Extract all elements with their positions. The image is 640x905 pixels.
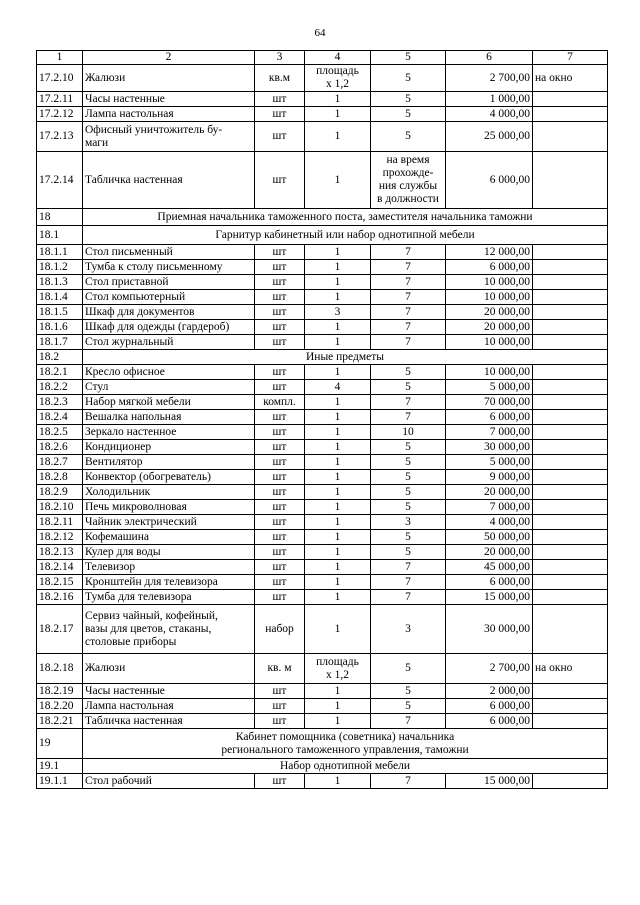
item-name: Стул bbox=[83, 380, 255, 395]
price: 1 000,00 bbox=[446, 92, 533, 107]
item-name: Тумба для телевизора bbox=[83, 590, 255, 605]
row-number: 18.2.18 bbox=[37, 654, 83, 684]
price: 9 000,00 bbox=[446, 470, 533, 485]
equipment-norms-table bbox=[36, 50, 608, 789]
table-row bbox=[37, 335, 608, 350]
row-number: 18.2.15 bbox=[37, 575, 83, 590]
item-name: Стол приставной bbox=[83, 275, 255, 290]
price: 2 700,00 bbox=[446, 65, 533, 92]
table-row bbox=[37, 590, 608, 605]
note bbox=[533, 684, 608, 699]
row-number: 18.2.14 bbox=[37, 560, 83, 575]
unit: шт bbox=[255, 455, 305, 470]
item-name: Вешалка напольная bbox=[83, 410, 255, 425]
service-years: 7 bbox=[371, 410, 446, 425]
row-number: 17.2.14 bbox=[37, 152, 83, 209]
header-cell: 2 bbox=[83, 51, 255, 65]
unit: шт bbox=[255, 545, 305, 560]
table-row bbox=[37, 320, 608, 335]
item-name: Стол компьютерный bbox=[83, 290, 255, 305]
section-title: Гарнитур кабинетный или набор однотипной мебели bbox=[83, 226, 608, 245]
service-years: 5 bbox=[371, 380, 446, 395]
table-row bbox=[37, 365, 608, 380]
item-name: Кондиционер bbox=[83, 440, 255, 455]
quantity: 1 bbox=[305, 470, 371, 485]
row-number: 17.2.10 bbox=[37, 65, 83, 92]
unit: шт bbox=[255, 699, 305, 714]
unit: шт bbox=[255, 774, 305, 789]
item-name: Кронштейн для телевизора bbox=[83, 575, 255, 590]
unit: шт bbox=[255, 260, 305, 275]
quantity: 1 bbox=[305, 714, 371, 729]
price: 30 000,00 bbox=[446, 440, 533, 455]
quantity: 1 bbox=[305, 699, 371, 714]
item-name: Табличка настенная bbox=[83, 714, 255, 729]
unit: набор bbox=[255, 605, 305, 654]
unit: шт bbox=[255, 380, 305, 395]
quantity: 1 bbox=[305, 684, 371, 699]
section-number: 19.1 bbox=[37, 759, 83, 774]
table-row bbox=[37, 65, 608, 92]
note: на окно bbox=[533, 65, 608, 92]
item-name: Телевизор bbox=[83, 560, 255, 575]
table-row bbox=[37, 774, 608, 789]
note bbox=[533, 290, 608, 305]
section-number: 18.2 bbox=[37, 350, 83, 365]
note bbox=[533, 410, 608, 425]
unit: шт bbox=[255, 485, 305, 500]
row-number: 18.2.6 bbox=[37, 440, 83, 455]
item-name: Часы настенные bbox=[83, 92, 255, 107]
quantity: 1 bbox=[305, 530, 371, 545]
note bbox=[533, 714, 608, 729]
row-number: 18.2.21 bbox=[37, 714, 83, 729]
item-name: Конвектор (обогреватель) bbox=[83, 470, 255, 485]
table-row bbox=[37, 305, 608, 320]
price: 2 000,00 bbox=[446, 684, 533, 699]
table-row bbox=[37, 470, 608, 485]
note bbox=[533, 699, 608, 714]
unit: шт bbox=[255, 684, 305, 699]
price: 45 000,00 bbox=[446, 560, 533, 575]
quantity: 1 bbox=[305, 290, 371, 305]
row-number: 18.2.5 bbox=[37, 425, 83, 440]
note bbox=[533, 107, 608, 122]
row-number: 18.2.16 bbox=[37, 590, 83, 605]
table-row bbox=[37, 425, 608, 440]
row-number: 17.2.13 bbox=[37, 122, 83, 152]
table-row bbox=[37, 605, 608, 654]
row-number: 18.2.13 bbox=[37, 545, 83, 560]
table-row bbox=[37, 107, 608, 122]
note bbox=[533, 530, 608, 545]
table-row bbox=[37, 275, 608, 290]
quantity: 1 bbox=[305, 245, 371, 260]
price: 25 000,00 bbox=[446, 122, 533, 152]
service-years: 7 bbox=[371, 275, 446, 290]
header-cell: 6 bbox=[446, 51, 533, 65]
section-title: Иные предметы bbox=[83, 350, 608, 365]
price: 20 000,00 bbox=[446, 320, 533, 335]
unit: шт bbox=[255, 714, 305, 729]
row-number: 18.2.12 bbox=[37, 530, 83, 545]
service-years: 7 bbox=[371, 245, 446, 260]
unit: шт bbox=[255, 410, 305, 425]
item-name: Тумба к столу письменному bbox=[83, 260, 255, 275]
service-years: 5 bbox=[371, 122, 446, 152]
table-row bbox=[37, 485, 608, 500]
service-years: 7 bbox=[371, 395, 446, 410]
table-row bbox=[37, 290, 608, 305]
note bbox=[533, 335, 608, 350]
note bbox=[533, 500, 608, 515]
quantity: 1 bbox=[305, 410, 371, 425]
service-years: 5 bbox=[371, 470, 446, 485]
unit: шт bbox=[255, 290, 305, 305]
note bbox=[533, 485, 608, 500]
service-years: 3 bbox=[371, 515, 446, 530]
quantity: 4 bbox=[305, 380, 371, 395]
unit: шт bbox=[255, 275, 305, 290]
price: 7 000,00 bbox=[446, 425, 533, 440]
section-row bbox=[37, 729, 608, 759]
item-name: Кулер для воды bbox=[83, 545, 255, 560]
note bbox=[533, 605, 608, 654]
price: 6 000,00 bbox=[446, 575, 533, 590]
unit: кв.м bbox=[255, 65, 305, 92]
table-row bbox=[37, 440, 608, 455]
unit: шт bbox=[255, 575, 305, 590]
item-name: Шкаф для документов bbox=[83, 305, 255, 320]
row-number: 18.2.8 bbox=[37, 470, 83, 485]
row-number: 18.2.1 bbox=[37, 365, 83, 380]
section-row bbox=[37, 226, 608, 245]
service-years: 7 bbox=[371, 260, 446, 275]
item-name: Жалюзи bbox=[83, 654, 255, 684]
note bbox=[533, 560, 608, 575]
table-row bbox=[37, 714, 608, 729]
quantity: 1 bbox=[305, 425, 371, 440]
item-name: Вентилятор bbox=[83, 455, 255, 470]
unit: шт bbox=[255, 530, 305, 545]
unit: шт bbox=[255, 500, 305, 515]
table-row bbox=[37, 684, 608, 699]
unit: шт bbox=[255, 305, 305, 320]
quantity: 1 bbox=[305, 92, 371, 107]
note bbox=[533, 575, 608, 590]
row-number: 18.1.1 bbox=[37, 245, 83, 260]
table-row bbox=[37, 122, 608, 152]
unit: шт bbox=[255, 440, 305, 455]
section-number: 19 bbox=[37, 729, 83, 759]
section-row bbox=[37, 209, 608, 226]
price: 20 000,00 bbox=[446, 305, 533, 320]
unit: шт bbox=[255, 122, 305, 152]
service-years: 5 bbox=[371, 455, 446, 470]
quantity: 1 bbox=[305, 500, 371, 515]
row-number: 18.1.7 bbox=[37, 335, 83, 350]
quantity: 1 bbox=[305, 365, 371, 380]
note bbox=[533, 515, 608, 530]
item-name: Кресло офисное bbox=[83, 365, 255, 380]
item-name: Набор мягкой мебели bbox=[83, 395, 255, 410]
price: 6 000,00 bbox=[446, 260, 533, 275]
price: 7 000,00 bbox=[446, 500, 533, 515]
section-row bbox=[37, 350, 608, 365]
row-number: 18.1.5 bbox=[37, 305, 83, 320]
section-number: 18.1 bbox=[37, 226, 83, 245]
header-cell: 4 bbox=[305, 51, 371, 65]
row-number: 17.2.11 bbox=[37, 92, 83, 107]
unit: шт bbox=[255, 515, 305, 530]
section-title: Кабинет помощника (советника) начальника регионального таможенного управления, таможни bbox=[83, 729, 608, 759]
quantity: 1 bbox=[305, 515, 371, 530]
unit: шт bbox=[255, 320, 305, 335]
table-row bbox=[37, 380, 608, 395]
unit: кв. м bbox=[255, 654, 305, 684]
section-number: 18 bbox=[37, 209, 83, 226]
service-years: 5 bbox=[371, 92, 446, 107]
quantity: 1 bbox=[305, 485, 371, 500]
item-name: Шкаф для одежды (гардероб) bbox=[83, 320, 255, 335]
price: 5 000,00 bbox=[446, 455, 533, 470]
price: 6 000,00 bbox=[446, 152, 533, 209]
service-years: 5 bbox=[371, 654, 446, 684]
row-number: 18.2.2 bbox=[37, 380, 83, 395]
note bbox=[533, 440, 608, 455]
row-number: 19.1.1 bbox=[37, 774, 83, 789]
row-number: 18.2.17 bbox=[37, 605, 83, 654]
header-cell: 5 bbox=[371, 51, 446, 65]
note bbox=[533, 395, 608, 410]
quantity: 1 bbox=[305, 440, 371, 455]
service-years: 7 bbox=[371, 575, 446, 590]
item-name: Чайник электрический bbox=[83, 515, 255, 530]
price: 20 000,00 bbox=[446, 545, 533, 560]
note bbox=[533, 425, 608, 440]
service-years: 5 bbox=[371, 530, 446, 545]
price: 30 000,00 bbox=[446, 605, 533, 654]
quantity: 1 bbox=[305, 335, 371, 350]
item-name: Холодильник bbox=[83, 485, 255, 500]
quantity: 1 bbox=[305, 122, 371, 152]
row-number: 18.1.6 bbox=[37, 320, 83, 335]
note bbox=[533, 245, 608, 260]
row-number: 18.2.11 bbox=[37, 515, 83, 530]
table-header-row bbox=[37, 51, 608, 65]
note bbox=[533, 275, 608, 290]
quantity: площадь х 1,2 bbox=[305, 654, 371, 684]
note bbox=[533, 122, 608, 152]
section-row bbox=[37, 759, 608, 774]
table-row bbox=[37, 530, 608, 545]
price: 10 000,00 bbox=[446, 275, 533, 290]
note bbox=[533, 470, 608, 485]
section-title: Набор однотипной мебели bbox=[83, 759, 608, 774]
table-row bbox=[37, 500, 608, 515]
service-years: 5 bbox=[371, 545, 446, 560]
unit: шт bbox=[255, 470, 305, 485]
note bbox=[533, 545, 608, 560]
service-years: 7 bbox=[371, 714, 446, 729]
note bbox=[533, 774, 608, 789]
table-row bbox=[37, 654, 608, 684]
note bbox=[533, 92, 608, 107]
price: 70 000,00 bbox=[446, 395, 533, 410]
quantity: 1 bbox=[305, 560, 371, 575]
quantity: 1 bbox=[305, 152, 371, 209]
item-name: Офисный уничтожитель бу- маги bbox=[83, 122, 255, 152]
service-years: 5 bbox=[371, 699, 446, 714]
section-title: Приемная начальника таможенного поста, заместителя начальника таможни bbox=[83, 209, 608, 226]
row-number: 18.1.2 bbox=[37, 260, 83, 275]
item-name: Сервиз чайный, кофейный, вазы для цветов, стаканы, столовые приборы bbox=[83, 605, 255, 654]
note bbox=[533, 590, 608, 605]
table-row bbox=[37, 545, 608, 560]
item-name: Кофемашина bbox=[83, 530, 255, 545]
note bbox=[533, 305, 608, 320]
quantity: 1 bbox=[305, 545, 371, 560]
price: 10 000,00 bbox=[446, 290, 533, 305]
price: 6 000,00 bbox=[446, 699, 533, 714]
service-years: 5 bbox=[371, 485, 446, 500]
price: 5 000,00 bbox=[446, 380, 533, 395]
note bbox=[533, 260, 608, 275]
unit: шт bbox=[255, 590, 305, 605]
quantity: 1 bbox=[305, 395, 371, 410]
quantity: 3 bbox=[305, 305, 371, 320]
service-years: 7 bbox=[371, 290, 446, 305]
header-cell: 1 bbox=[37, 51, 83, 65]
service-years: 7 bbox=[371, 335, 446, 350]
header-cell: 7 bbox=[533, 51, 608, 65]
quantity: 1 bbox=[305, 260, 371, 275]
note: на окно bbox=[533, 654, 608, 684]
table-row bbox=[37, 395, 608, 410]
note bbox=[533, 320, 608, 335]
unit: шт bbox=[255, 560, 305, 575]
row-number: 18.2.3 bbox=[37, 395, 83, 410]
quantity: 1 bbox=[305, 320, 371, 335]
item-name: Стол письменный bbox=[83, 245, 255, 260]
unit: шт bbox=[255, 152, 305, 209]
unit: шт bbox=[255, 245, 305, 260]
row-number: 18.2.19 bbox=[37, 684, 83, 699]
service-years: 7 bbox=[371, 590, 446, 605]
unit: шт bbox=[255, 335, 305, 350]
service-years: 5 bbox=[371, 365, 446, 380]
row-number: 17.2.12 bbox=[37, 107, 83, 122]
unit: шт bbox=[255, 425, 305, 440]
item-name: Стол журнальный bbox=[83, 335, 255, 350]
table-row bbox=[37, 410, 608, 425]
note bbox=[533, 365, 608, 380]
table-row bbox=[37, 560, 608, 575]
unit: компл. bbox=[255, 395, 305, 410]
service-years: 7 bbox=[371, 774, 446, 789]
service-years: 3 bbox=[371, 605, 446, 654]
quantity: 1 bbox=[305, 455, 371, 470]
price: 10 000,00 bbox=[446, 365, 533, 380]
item-name: Часы настенные bbox=[83, 684, 255, 699]
page-number: 64 bbox=[314, 27, 326, 39]
table-row bbox=[37, 152, 608, 209]
header-cell: 3 bbox=[255, 51, 305, 65]
price: 15 000,00 bbox=[446, 590, 533, 605]
row-number: 18.2.4 bbox=[37, 410, 83, 425]
note bbox=[533, 380, 608, 395]
table-row bbox=[37, 260, 608, 275]
table-row bbox=[37, 245, 608, 260]
price: 15 000,00 bbox=[446, 774, 533, 789]
table-row bbox=[37, 699, 608, 714]
item-name: Печь микроволновая bbox=[83, 500, 255, 515]
note bbox=[533, 152, 608, 209]
service-years: 7 bbox=[371, 560, 446, 575]
price: 6 000,00 bbox=[446, 410, 533, 425]
quantity: 1 bbox=[305, 605, 371, 654]
note bbox=[533, 455, 608, 470]
quantity: площадь х 1,2 bbox=[305, 65, 371, 92]
unit: шт bbox=[255, 107, 305, 122]
item-name: Зеркало настенное bbox=[83, 425, 255, 440]
service-years: на время прохожде- ния службы в должности bbox=[371, 152, 446, 209]
table-row bbox=[37, 455, 608, 470]
row-number: 18.2.9 bbox=[37, 485, 83, 500]
row-number: 18.2.10 bbox=[37, 500, 83, 515]
item-name: Лампа настольная bbox=[83, 107, 255, 122]
price: 4 000,00 bbox=[446, 107, 533, 122]
item-name: Стол рабочий bbox=[83, 774, 255, 789]
unit: шт bbox=[255, 365, 305, 380]
price: 10 000,00 bbox=[446, 335, 533, 350]
price: 20 000,00 bbox=[446, 485, 533, 500]
quantity: 1 bbox=[305, 275, 371, 290]
table-row bbox=[37, 575, 608, 590]
price: 4 000,00 bbox=[446, 515, 533, 530]
quantity: 1 bbox=[305, 107, 371, 122]
row-number: 18.1.3 bbox=[37, 275, 83, 290]
service-years: 5 bbox=[371, 500, 446, 515]
row-number: 18.2.20 bbox=[37, 699, 83, 714]
service-years: 5 bbox=[371, 440, 446, 455]
price: 50 000,00 bbox=[446, 530, 533, 545]
row-number: 18.1.4 bbox=[37, 290, 83, 305]
service-years: 5 bbox=[371, 684, 446, 699]
price: 6 000,00 bbox=[446, 714, 533, 729]
unit: шт bbox=[255, 92, 305, 107]
quantity: 1 bbox=[305, 774, 371, 789]
item-name: Жалюзи bbox=[83, 65, 255, 92]
row-number: 18.2.7 bbox=[37, 455, 83, 470]
service-years: 7 bbox=[371, 305, 446, 320]
service-years: 10 bbox=[371, 425, 446, 440]
quantity: 1 bbox=[305, 575, 371, 590]
price: 12 000,00 bbox=[446, 245, 533, 260]
item-name: Табличка настенная bbox=[83, 152, 255, 209]
service-years: 7 bbox=[371, 320, 446, 335]
service-years: 5 bbox=[371, 107, 446, 122]
price: 2 700,00 bbox=[446, 654, 533, 684]
quantity: 1 bbox=[305, 590, 371, 605]
table-row bbox=[37, 515, 608, 530]
table-row bbox=[37, 92, 608, 107]
item-name: Лампа настольная bbox=[83, 699, 255, 714]
service-years: 5 bbox=[371, 65, 446, 92]
